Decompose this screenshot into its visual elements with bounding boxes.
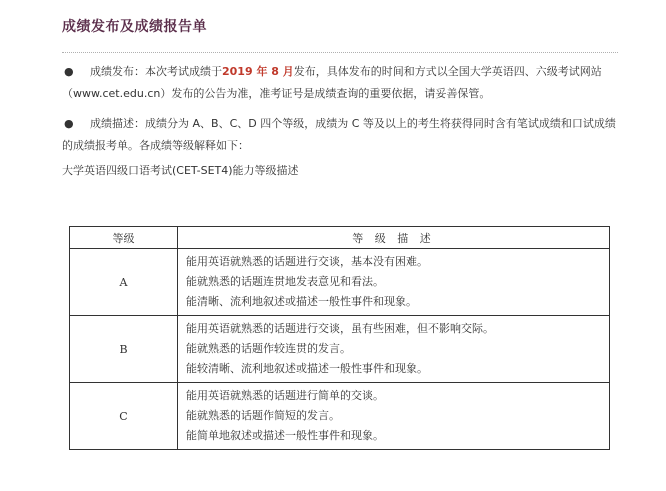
score-release-paragraph [62, 61, 618, 105]
score-release-prefix: 成绩发布：本次考试成绩于 [90, 65, 222, 78]
grade-description-table [69, 226, 610, 450]
table-title: 大学英语四级口语考试(CET-SET4)能力等级描述 [62, 164, 299, 177]
description-line: 能清晰、流利地叙述或描述一般性事件和现象。 [186, 295, 417, 308]
bullet-icon: ● [64, 117, 74, 130]
table-row [70, 383, 610, 450]
description-cell [178, 316, 610, 383]
release-date-highlight: 2019 年 8 月 [222, 65, 294, 78]
page-title: 成绩发布及成绩报告单 [62, 19, 207, 35]
table-row [70, 249, 610, 316]
description-line: 能就熟悉的话题作简短的发言。 [186, 409, 340, 422]
description-line: 能用英语就熟悉的话题进行简单的交谈。 [186, 389, 384, 402]
description-line: 能简单地叙述或描述一般性事件和现象。 [186, 429, 384, 442]
table-header-row [70, 227, 610, 249]
description-cell [178, 249, 610, 316]
description-line: 能就熟悉的话题作较连贯的发言。 [186, 342, 351, 355]
description-line: 能就熟悉的话题连贯地发表意见和看法。 [186, 275, 384, 288]
grade-cell: B [70, 316, 178, 383]
grade-cell: C [70, 383, 178, 450]
score-release-suffix: 发布，具体发布的时间和方式以全国大学英语四、六级考试网站（www.cet.edu.cn）发布的公告为准，准考证号是成绩查询的重要依据，请妥善保管。 [62, 65, 602, 100]
score-description-text: 成绩描述：成绩分为 A、B、C、D 四个等级，成绩为 C 等及以上的考生将获得同时含有笔试成绩和口试成绩的成绩报考单。各成绩等级解释如下： [62, 117, 616, 152]
description-line: 能用英语就熟悉的话题进行交谈，基本没有困难。 [186, 255, 428, 268]
header-description: 等 级 描 述 [178, 227, 610, 249]
header-grade: 等级 [70, 227, 178, 249]
bullet-icon: ● [64, 65, 74, 78]
score-description-paragraph [62, 113, 618, 157]
description-line: 能较清晰、流利地叙述或描述一般性事件和现象。 [186, 362, 428, 375]
title-divider [62, 52, 618, 53]
description-line: 能用英语就熟悉的话题进行交谈，虽有些困难，但不影响交际。 [186, 322, 494, 335]
table-row [70, 316, 610, 383]
description-cell [178, 383, 610, 450]
grade-cell: A [70, 249, 178, 316]
